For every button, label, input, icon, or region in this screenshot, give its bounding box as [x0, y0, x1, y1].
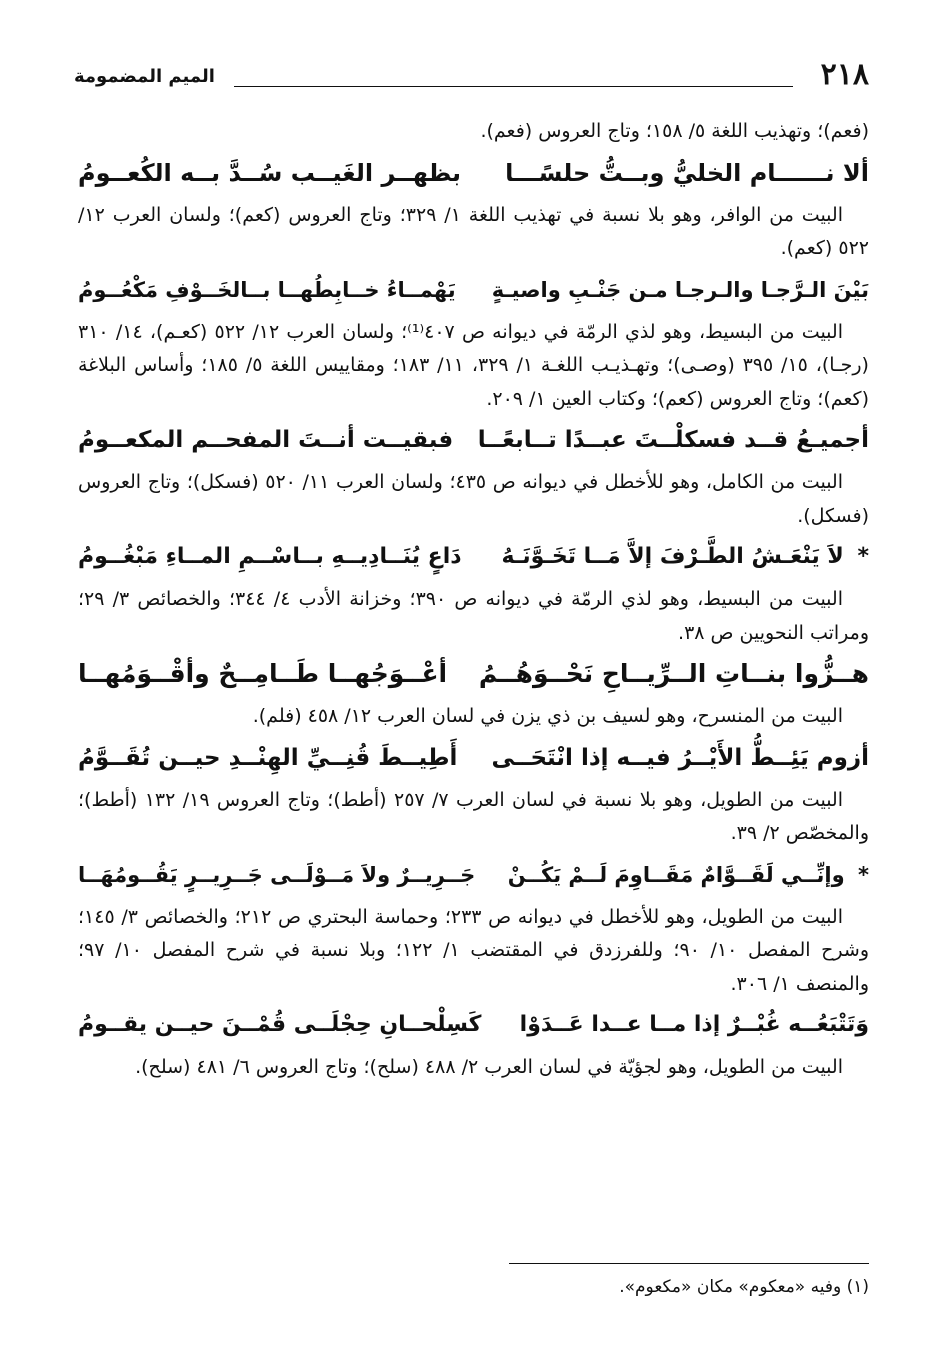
entry [78, 268, 869, 417]
second-hemistich: أَطِيــطَ قُنِــيِّ الهِنْــدِ حيــن تُقَــوَّمُ [78, 744, 458, 771]
entry [78, 652, 869, 734]
second-hemistich: فبقيــت أنــتَ المفحــم المكعــومُ [78, 427, 454, 453]
starred-verse-marker: * [858, 862, 869, 887]
starred-verse-marker: * [857, 544, 869, 569]
source-note-text: البيت من الطويل، وهو للأخطل في ديوانه ص ٢٣٣؛ وحماسة البحتري ص ٢١٢؛ والخصائص ٣/ ١٤٥؛ وشرح المفصل ١٠/ ٩٠؛ وللفرزدق في المقتضب ١/ ١٢٢؛ وبلا نسبة في شرح المفصل ١٠/ ٩٧؛ والمنصف ١/ ٣٠٦. [78, 905, 870, 995]
source-note-text: البيت من الكامل، وهو للأخطل في ديوانه ص ٤٣٥؛ ولسان العرب ١١/ ٥٢٠ (فسكل)؛ وتاج العروس (فسكل). [78, 471, 869, 527]
source-note-text: البيت من البسيط، وهو لذي الرمّة في ديوانه ص ٣٩٠؛ وخزانة الأدب ٤/ ٣٤٤؛ والخصائص ٣/ ٢٩؛ ومراتب النحويين ص ٣٨. [78, 588, 869, 644]
footnote-rule [509, 1263, 869, 1264]
source-note-text: البيت من الوافر، وهو بلا نسبة في تهذيب اللغة ١/ ٣٢٩؛ وتاج العروس (كعم)؛ ولسان العرب ١٢/ ٥٢٢ (كعم). [78, 203, 869, 259]
first-hemistich [501, 535, 869, 579]
first-hemistich-text: وإنِّــي لَقَــوَّامٌ مَقَــاوِمَ لَــمْ يَكُــنْ [507, 862, 845, 887]
first-hemistich: هــزُّوا بنــاتِ الــرِّيــاحِ نَحْــوَهُــمُ [478, 659, 869, 688]
entry [78, 535, 869, 650]
first-hemistich: ألا نــــــام الخليُّ وبــتُّ حلسًـــا [505, 158, 869, 187]
running-header [74, 58, 869, 98]
verse-line [78, 151, 869, 195]
entry [78, 418, 869, 533]
source-note [78, 901, 869, 1002]
second-hemistich: بظهــر الغَيــب سُــدَّ بــه الكُعــومُ [78, 158, 462, 187]
source-note-text: البيت من الطويل، وهو لجؤيّة في لسان العرب ٢/ ٤٨٨ (سلح)؛ وتاج العروس ٦/ ٤٨١ (سلح). [135, 1056, 843, 1078]
second-hemistich: كَسِلْحــانِ حِجْلَــى قُمْــنَ حيــن يقــومُ [78, 1012, 482, 1037]
first-hemistich: أزوم يَئِــطُّ الأَيْــرُ فيــه إذا انْتَحَــى [491, 744, 869, 771]
page-body [78, 115, 869, 1085]
entry [78, 736, 869, 851]
source-note [78, 784, 869, 851]
second-hemistich: جَــرِيــرٌ ولاَ مَــوْلَــى جَــرِيــرٍ يَقُــومُهَــا [78, 862, 476, 887]
first-hemistich: بَيْنَ الـرَّجـا والـرجـا مـن جَنْـبِ واصيـةٍ [491, 277, 869, 302]
source-note [78, 466, 869, 533]
source-note-text: البيت من المنسرح، وهو لسيف بن ذي يزن في لسان العرب ١٢/ ٤٥٨ (فلم). [252, 705, 843, 727]
verse-line [78, 268, 869, 312]
source-note [78, 199, 869, 266]
verse-line [78, 853, 869, 897]
verse-line [78, 1003, 869, 1047]
source-note: (فعم)؛ وتهذيب اللغة ٥/ ١٥٨؛ وتاج العروس (فعم). [480, 120, 869, 142]
first-hemistich: أجميـعُ قــد فسكلْــتَ عبــدًا تــابعًــا [477, 427, 869, 453]
entry [78, 853, 869, 1002]
verse-line [78, 418, 869, 462]
verse-line [78, 652, 869, 696]
entry [78, 115, 869, 149]
verse-line [78, 736, 869, 780]
first-hemistich: وَتَتْبَعُــه غُبْــرٌ إذا مــا عــدا عَــدَوْا [519, 1012, 869, 1037]
source-note [78, 316, 869, 417]
second-hemistich: أعْــوَجُهــا طَــامِــحٌ وأقْــوَمُهــا [78, 659, 448, 688]
source-note [78, 700, 869, 734]
second-hemistich: يَهْمــاءُ خــابِطُهــا بــالخَــوْفِ مَكْعُــومُ [78, 277, 456, 302]
section-title: الميم المضمومة [74, 66, 215, 87]
footnote: (١) وفيه «معكوم» مكان «مكعوم». [619, 1277, 869, 1297]
header-rule [234, 86, 793, 87]
first-hemistich [508, 853, 869, 897]
source-note [78, 583, 869, 650]
verse-line [78, 535, 869, 579]
source-note-text: البيت من البسيط، وهو لذي الرمّة في ديوانه ص ٤٠٧⁽¹⁾؛ ولسان العرب ١٢/ ٥٢٢ (كعـم)، ١٤/ ٣١٠ (رجـا)، ١٥/ ٣٩٥ (وصـى)؛ وتهـذيـب اللغـة ١/ ٣٢٩، ١١/ ١٨٣؛ ومقاييس اللغة ٥/ ١٨٥؛ وأساس البلاغة (كعم)؛ وتاج العروس (كعم)؛ وكتاب العين ١/ ٢٠٩. [78, 320, 869, 410]
entry [78, 151, 869, 266]
entry [78, 1003, 869, 1085]
source-note [78, 1051, 869, 1085]
source-note-text: البيت من الطويل، وهو بلا نسبة في لسان العرب ٧/ ٢٥٧ (أطط)؛ وتاج العروس ١٩/ ١٣٢ (أطط)؛ والمخصّص ٢/ ٣٩. [78, 788, 869, 844]
page-number: ٢١٨ [820, 57, 869, 92]
second-hemistich: دَاعٍ يُنَــادِيــهِ بــاسْــمِ المــاءِ مَبْغُــومُ [78, 544, 462, 569]
first-hemistich-text: لاَ يَنْعَـشُ الطَّـرْفَ إلاَّ مَــا تَخَـوَّنَـهُ [501, 544, 844, 569]
